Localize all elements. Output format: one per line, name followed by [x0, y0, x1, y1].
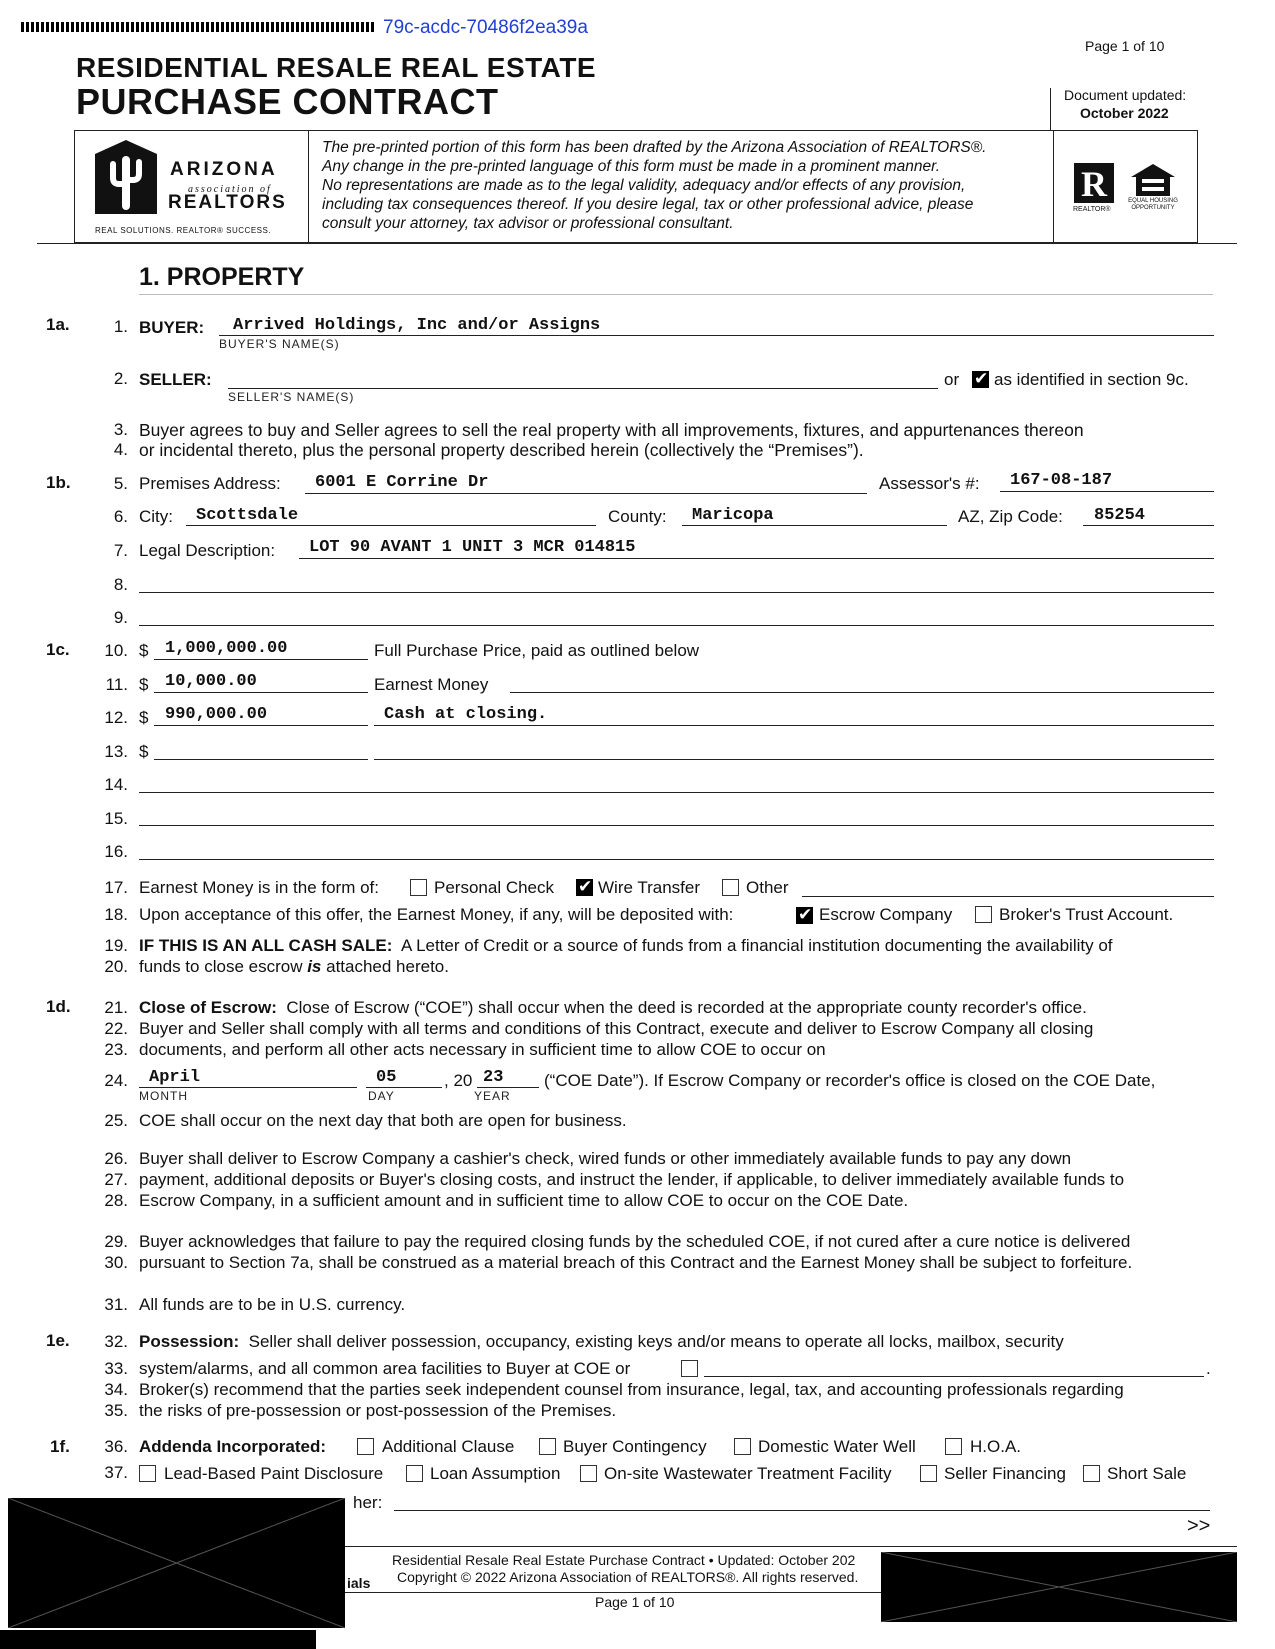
coe-year-line — [477, 1087, 539, 1088]
premises-address-field[interactable]: 6001 E Corrine Dr — [315, 473, 489, 492]
possession-heading: Possession: — [139, 1332, 240, 1351]
line-number: 14. — [104, 775, 128, 794]
addendum-hoa: H.O.A. — [970, 1437, 1022, 1456]
cash-sale-line-20 — [139, 957, 449, 977]
coe-line-26: Buyer shall deliver to Escrow Company a cashier's check, wired funds or other immediately available funds to pay any down — [139, 1149, 1072, 1168]
line-number: 16. — [104, 842, 128, 861]
doc-updated-label: Document updated: — [1064, 87, 1187, 103]
line-number: 37. — [104, 1463, 128, 1482]
section-label-1e: 1e. — [46, 1331, 70, 1350]
line-number: 18. — [104, 905, 128, 924]
earnest-description-line[interactable] — [510, 692, 1214, 693]
title-line2: PURCHASE CONTRACT — [76, 81, 499, 122]
footer-line-1: Residential Resale Real Estate Purchase Contract • Updated: October 202 — [392, 1552, 856, 1568]
equal-housing-label: EQUAL HOUSING OPPORTUNITY — [1128, 198, 1178, 211]
possession-line32-text: Seller shall deliver possession, occupancy, existing keys and/or means to operate all locks, mailbox, security — [248, 1332, 1064, 1351]
wire-transfer-label: Wire Transfer — [598, 878, 701, 897]
premises-address-label: Premises Address: — [139, 474, 281, 493]
disclaimer-line: No representations are made as to the legal validity, adequacy and/or effects of any provision, — [322, 177, 966, 194]
page-indicator-top: Page 1 of 10 — [1085, 38, 1165, 54]
coe-day-caption: DAY — [368, 1089, 395, 1103]
logo-tagline: REAL SOLUTIONS. REALTOR® SUCCESS. — [95, 226, 272, 235]
coe-heading: Close of Escrow: — [139, 998, 277, 1017]
line-number: 23. — [104, 1040, 128, 1059]
cash-sale-line20-a: funds to close escrow — [139, 957, 308, 976]
cash-description[interactable]: Cash at closing. — [384, 705, 548, 724]
coe-month-field[interactable]: April — [149, 1068, 201, 1087]
possession-line-35: the risks of pre-possession or post-possession of the Premises. — [139, 1401, 617, 1420]
line-number: 3. — [113, 420, 128, 439]
assessor-field[interactable]: 167-08-187 — [1010, 471, 1113, 490]
disclaimer-line: consult your attorney, tax advisor or professional consultant. — [322, 215, 734, 232]
addendum-seller-financing: Seller Financing — [944, 1464, 1066, 1483]
zip-label: AZ, Zip Code: — [958, 507, 1063, 526]
buyer-name-caption: BUYER'S NAME(S) — [219, 337, 340, 351]
logo-arizona: ARIZONA — [170, 159, 278, 180]
coe-line-24-rest: (“COE Date”). If Escrow Company or recorder's office is closed on the COE Date, — [544, 1071, 1156, 1090]
earnest-amount[interactable]: 10,000.00 — [165, 672, 257, 691]
cash-sale-is: is — [307, 957, 322, 976]
cash-sale-heading: IF THIS IS AN ALL CASH SALE: — [139, 936, 393, 955]
county-line — [682, 525, 947, 526]
addendum-checkbox[interactable] — [920, 1465, 937, 1482]
coe-line-28: Escrow Company, in a sufficient amount and in sufficient time to allow COE to occur on the COE Date. — [139, 1191, 909, 1210]
coe-line-23: documents, and perform all other acts necessary in sufficient time to allow COE to occur on — [139, 1040, 826, 1059]
cash-sale-line-19 — [139, 936, 1113, 956]
description-line-13[interactable] — [374, 759, 1214, 760]
line-number: 10. — [104, 641, 128, 660]
footer-page: Page 1 of 10 — [595, 1594, 675, 1610]
seller-name-line — [228, 388, 938, 389]
line-number: 34. — [104, 1380, 128, 1399]
line-number: 7. — [113, 541, 128, 560]
possession-line-33: system/alarms, and all common area facilities to Buyer at COE or — [139, 1359, 631, 1378]
line-number: 29. — [104, 1232, 128, 1251]
line-number: 12. — [104, 708, 128, 727]
doc-updated-value: October 2022 — [1080, 105, 1169, 121]
legal-description-line-9[interactable] — [139, 625, 1214, 626]
header-rule — [37, 243, 1237, 244]
cash-sale-line20-c: attached hereto. — [321, 957, 449, 976]
addendum-onsite-wastewater: On-site Wastewater Treatment Facility — [604, 1464, 892, 1483]
addendum-checkbox[interactable] — [406, 1465, 423, 1482]
line-number: 11. — [105, 675, 128, 694]
county-field[interactable]: Maricopa — [692, 506, 774, 525]
buyer-name-line — [219, 335, 1214, 336]
line-number: 4. — [113, 440, 128, 459]
line-number: 2. — [113, 369, 128, 388]
dollar-sign: $ — [139, 675, 149, 694]
possession-line-32 — [139, 1332, 1064, 1352]
cash-amount-line — [154, 725, 368, 726]
legal-description-line — [299, 558, 1214, 559]
line-number: 27. — [104, 1170, 128, 1189]
realtor-r-icon — [1073, 162, 1115, 204]
full-price-amount[interactable]: 1,000,000.00 — [165, 639, 288, 658]
zip-field[interactable]: 85254 — [1094, 506, 1146, 525]
agree-line-3: Buyer agrees to buy and Seller agrees to sell the real property with all improvements, fixtures, and appurtenances thereon — [139, 420, 1084, 440]
addendum-domestic-water-well: Domestic Water Well — [758, 1437, 916, 1456]
coe-year-prefix: , 20 — [444, 1071, 473, 1090]
full-price-label: Full Purchase Price, paid as outlined below — [374, 641, 700, 660]
deposit-label: Upon acceptance of this offer, the Earnest Money, if any, will be deposited with: — [139, 905, 734, 924]
section-label-1c: 1c. — [46, 640, 70, 659]
escrow-company-label: Escrow Company — [819, 905, 953, 924]
coe-month-caption: MONTH — [139, 1089, 188, 1103]
possession-period: . — [1206, 1359, 1211, 1378]
cactus-logo-icon — [95, 140, 157, 214]
other-checkbox[interactable] — [722, 879, 739, 896]
buyer-name-field[interactable]: Arrived Holdings, Inc and/or Assigns — [233, 316, 601, 335]
cash-sale-text: A Letter of Credit or a source of funds from a financial institution documenting the availability of — [400, 936, 1113, 955]
disclaimer-line: The pre-printed portion of this form has been drafted by the Arizona Association of REALTORS®. — [322, 139, 987, 156]
coe-line-21 — [139, 998, 1087, 1018]
equal-housing-icon — [1130, 163, 1176, 197]
line-number: 28. — [104, 1191, 128, 1210]
section-label-1a: 1a. — [46, 315, 70, 334]
coe-year-field[interactable]: 23 — [483, 1068, 504, 1087]
addendum-loan-assumption: Loan Assumption — [430, 1464, 561, 1483]
coe-year-caption: YEAR — [474, 1089, 511, 1103]
svg-text:R: R — [1081, 164, 1107, 204]
blank-line-15[interactable] — [139, 825, 1214, 826]
buyer-label: BUYER: — [139, 318, 205, 337]
document-id: 79c-acdc-70486f2ea39a — [383, 17, 588, 38]
possession-line-34: Broker(s) recommend that the parties seek independent counsel from insurance, legal, tax, and accounting professionals regarding — [139, 1380, 1124, 1399]
coe-line-22: Buyer and Seller shall comply with all terms and conditions of this Contract, execute and deliver to Escrow Company all closing — [139, 1019, 1094, 1038]
footer-initials-partial: ials — [347, 1575, 371, 1591]
cash-description-line — [374, 725, 1214, 726]
earnest-amount-line — [154, 692, 368, 693]
barcode-strip — [21, 22, 374, 32]
addendum-checkbox[interactable] — [580, 1465, 597, 1482]
dollar-sign: $ — [139, 708, 149, 727]
full-price-line — [154, 659, 368, 660]
disclaimer — [322, 138, 1047, 233]
section-label-1d: 1d. — [46, 997, 71, 1016]
logo-realtors: REALTORS — [168, 192, 287, 213]
doc-updated-divider — [1050, 88, 1051, 130]
addendum-checkbox[interactable] — [1083, 1465, 1100, 1482]
section-label-1f: 1f. — [50, 1437, 70, 1456]
county-label: County: — [608, 507, 667, 526]
line-number: 30. — [104, 1253, 128, 1272]
other-form-line[interactable] — [802, 896, 1214, 897]
line-number: 21. — [104, 998, 128, 1017]
line-number: 9. — [113, 608, 128, 627]
addendum-other-label: her: — [353, 1493, 383, 1512]
addendum-checkbox[interactable] — [139, 1465, 156, 1482]
zip-line — [1083, 525, 1214, 526]
seller-or: or — [944, 370, 960, 389]
section-title-rule — [139, 294, 1213, 295]
earnest-form-label: Earnest Money is in the form of: — [139, 878, 379, 897]
line-number: 17. — [104, 878, 128, 897]
line-number: 15. — [104, 809, 128, 828]
redaction-box — [8, 1498, 345, 1628]
coe-line-25: COE shall occur on the next day that both are open for business. — [139, 1111, 627, 1130]
broker-trust-checkbox[interactable] — [975, 906, 992, 923]
seller-label: SELLER: — [139, 370, 212, 389]
redaction-bar — [0, 1630, 316, 1649]
premises-address-line — [305, 493, 867, 494]
realtor-mark-label: REALTOR® — [1073, 206, 1111, 213]
section-label-1b: 1b. — [46, 473, 71, 492]
legal-description-line-8[interactable] — [139, 592, 1214, 593]
line-number: 22. — [104, 1019, 128, 1038]
legal-description-label: Legal Description: — [139, 541, 276, 560]
coe-day-field[interactable]: 05 — [376, 1068, 397, 1087]
city-line — [186, 525, 596, 526]
earnest-money-label: Earnest Money — [374, 675, 489, 694]
title-line1: RESIDENTIAL RESALE REAL ESTATE — [76, 52, 597, 83]
addendum-checkbox[interactable] — [357, 1438, 374, 1455]
line-number: 8. — [113, 575, 128, 594]
agree-line-4: or incidental thereto, plus the personal property described herein (collectively the “Premises”). — [139, 440, 864, 460]
line-number: 19. — [104, 936, 128, 955]
escrow-company-checkbox[interactable] — [796, 907, 813, 924]
dollar-sign: $ — [139, 641, 149, 660]
coe-month-line — [139, 1087, 357, 1088]
amount-line-13[interactable] — [154, 759, 368, 760]
assessor-line — [1000, 491, 1214, 492]
coe-line-30: pursuant to Section 7a, shall be construed as a material breach of this Contract and the Earnest Money shall be subject to forfeiture. — [139, 1253, 1133, 1272]
broker-trust-label: Broker's Trust Account. — [999, 905, 1174, 924]
footer-rule-lower — [345, 1592, 883, 1593]
dollar-sign: $ — [139, 742, 149, 761]
header-box-divider-left — [308, 130, 309, 243]
addendum-lead-based-paint: Lead-Based Paint Disclosure — [164, 1464, 384, 1483]
personal-check-checkbox[interactable] — [410, 879, 427, 896]
city-label: City: — [139, 507, 173, 526]
line-number: 35. — [104, 1401, 128, 1420]
addendum-additional-clause: Additional Clause — [382, 1437, 515, 1456]
coe-line-29: Buyer acknowledges that failure to pay the required closing funds by the scheduled COE, if not cured after a cure notice is delivered — [139, 1232, 1131, 1251]
next-page-arrow: >> — [1187, 1515, 1211, 1537]
as-identified-checkbox[interactable] — [972, 371, 989, 388]
city-field[interactable]: Scottsdale — [196, 506, 299, 525]
wire-transfer-checkbox[interactable] — [576, 879, 593, 896]
blank-line-14[interactable] — [139, 792, 1214, 793]
line-number: 20. — [104, 957, 128, 976]
redaction-box — [881, 1552, 1237, 1622]
line-number: 5. — [113, 474, 128, 493]
coe-line-27: payment, additional deposits or Buyer's closing costs, and instruct the lender, if applicable, to deliver immediately available funds to — [139, 1170, 1125, 1189]
other-label: Other — [746, 878, 789, 897]
disclaimer-line: Any change in the pre-printed language of this form must be made in a prominent manner. — [322, 158, 941, 175]
footer-rule — [345, 1546, 1237, 1547]
section-title: 1. PROPERTY — [139, 263, 305, 291]
header-box-divider-right — [1053, 130, 1054, 243]
possession-other-line[interactable] — [704, 1376, 1204, 1377]
coe-line21-text: Close of Escrow (“COE”) shall occur when the deed is recorded at the appropriate county recorder's office. — [286, 998, 1087, 1017]
line-number: 32. — [104, 1332, 128, 1351]
line-number: 33. — [104, 1359, 128, 1378]
possession-other-checkbox[interactable] — [681, 1360, 698, 1377]
logo-association: association of — [188, 184, 272, 195]
line-number: 26. — [104, 1149, 128, 1168]
line-number: 13. — [104, 742, 128, 761]
addendum-other-line[interactable] — [394, 1510, 1210, 1511]
seller-name-caption: SELLER'S NAME(S) — [228, 390, 355, 404]
personal-check-label: Personal Check — [434, 878, 555, 897]
addendum-checkbox[interactable] — [945, 1438, 962, 1455]
addendum-buyer-contingency: Buyer Contingency — [563, 1437, 707, 1456]
addendum-short-sale: Short Sale — [1107, 1464, 1187, 1483]
line-number: 6. — [113, 507, 128, 526]
line-number: 36. — [104, 1437, 128, 1456]
addendum-checkbox[interactable] — [734, 1438, 751, 1455]
assessor-label: Assessor's #: — [879, 474, 980, 493]
addendum-checkbox[interactable] — [539, 1438, 556, 1455]
legal-description-field[interactable]: LOT 90 AVANT 1 UNIT 3 MCR 014815 — [309, 538, 636, 557]
footer-line-2: Copyright © 2022 Arizona Association of REALTORS®. All rights reserved. — [397, 1569, 859, 1585]
coe-day-line — [366, 1087, 442, 1088]
blank-line-16[interactable] — [139, 859, 1214, 860]
cash-amount[interactable]: 990,000.00 — [165, 705, 268, 724]
addenda-heading: Addenda Incorporated: — [139, 1437, 327, 1456]
disclaimer-line: including tax consequences thereof. If you desire legal, tax or other professional advice, please — [322, 196, 974, 213]
coe-line-31: All funds are to be in U.S. currency. — [139, 1295, 406, 1314]
line-number: 1. — [113, 317, 128, 336]
line-number: 24. — [104, 1071, 128, 1090]
line-number: 25. — [104, 1111, 128, 1130]
as-identified-label: as identified in section 9c. — [994, 370, 1189, 389]
line-number: 31. — [104, 1295, 128, 1314]
